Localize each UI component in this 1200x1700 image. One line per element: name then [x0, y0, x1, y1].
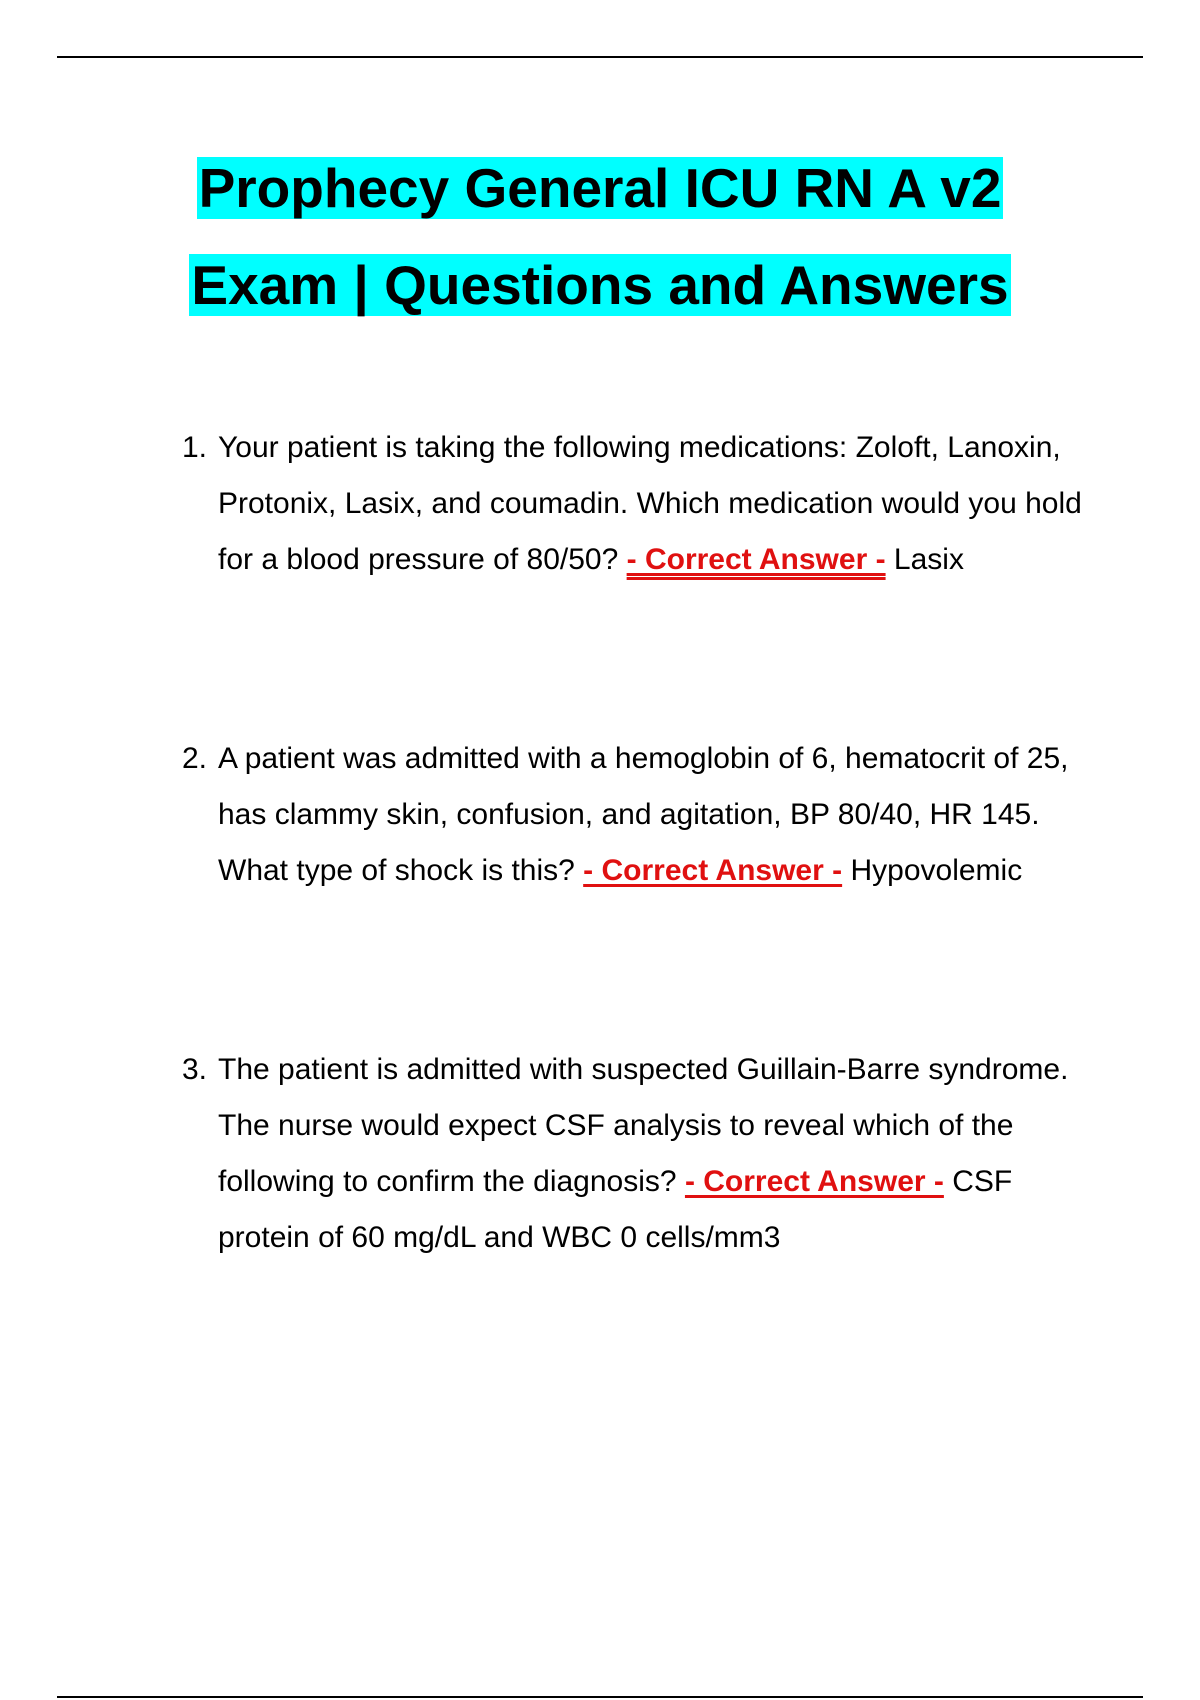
question-number: 2.: [182, 742, 208, 775]
question-number: 3.: [182, 1053, 208, 1086]
answer-text: CSF protein of 60 mg/dL and WBC 0 cells/mm3: [218, 1165, 1013, 1254]
title-line-1: Prophecy General ICU RN A v2: [198, 157, 1002, 219]
question-text: Your patient is taking the following medications: Zoloft, Lanoxin, Protonix, Lasix, and coumadin. Which medication would you hold for a blood pressure of 80/50?: [218, 431, 1082, 576]
question-body: [218, 1042, 1098, 1266]
answer-text: Hypovolemic: [850, 854, 1023, 887]
question-text: The patient is admitted with suspected Guillain-Barre syndrome. The nurse would expect CSF analysis to reveal which of the following to confirm the diagnosis?: [218, 1053, 1069, 1198]
correct-answer-label: - Correct Answer -: [684, 1165, 944, 1198]
correct-answer-label: - Correct Answer -: [626, 543, 886, 576]
question-body: [218, 731, 1098, 899]
question-number: 1.: [182, 431, 208, 464]
answer-text: Lasix: [893, 543, 964, 576]
footer-rule: [57, 1696, 1143, 1698]
header-rule: [57, 56, 1143, 58]
document-title: [0, 140, 1200, 334]
correct-answer-label: - Correct Answer -: [583, 854, 843, 887]
question-body: [218, 420, 1098, 588]
question-text: A patient was admitted with a hemoglobin of 6, hematocrit of 25, has clammy skin, confusion, and agitation, BP 80/40, HR 145. What type of shock is this?: [218, 742, 1069, 887]
title-line-2: Exam | Questions and Answers: [191, 254, 1009, 316]
